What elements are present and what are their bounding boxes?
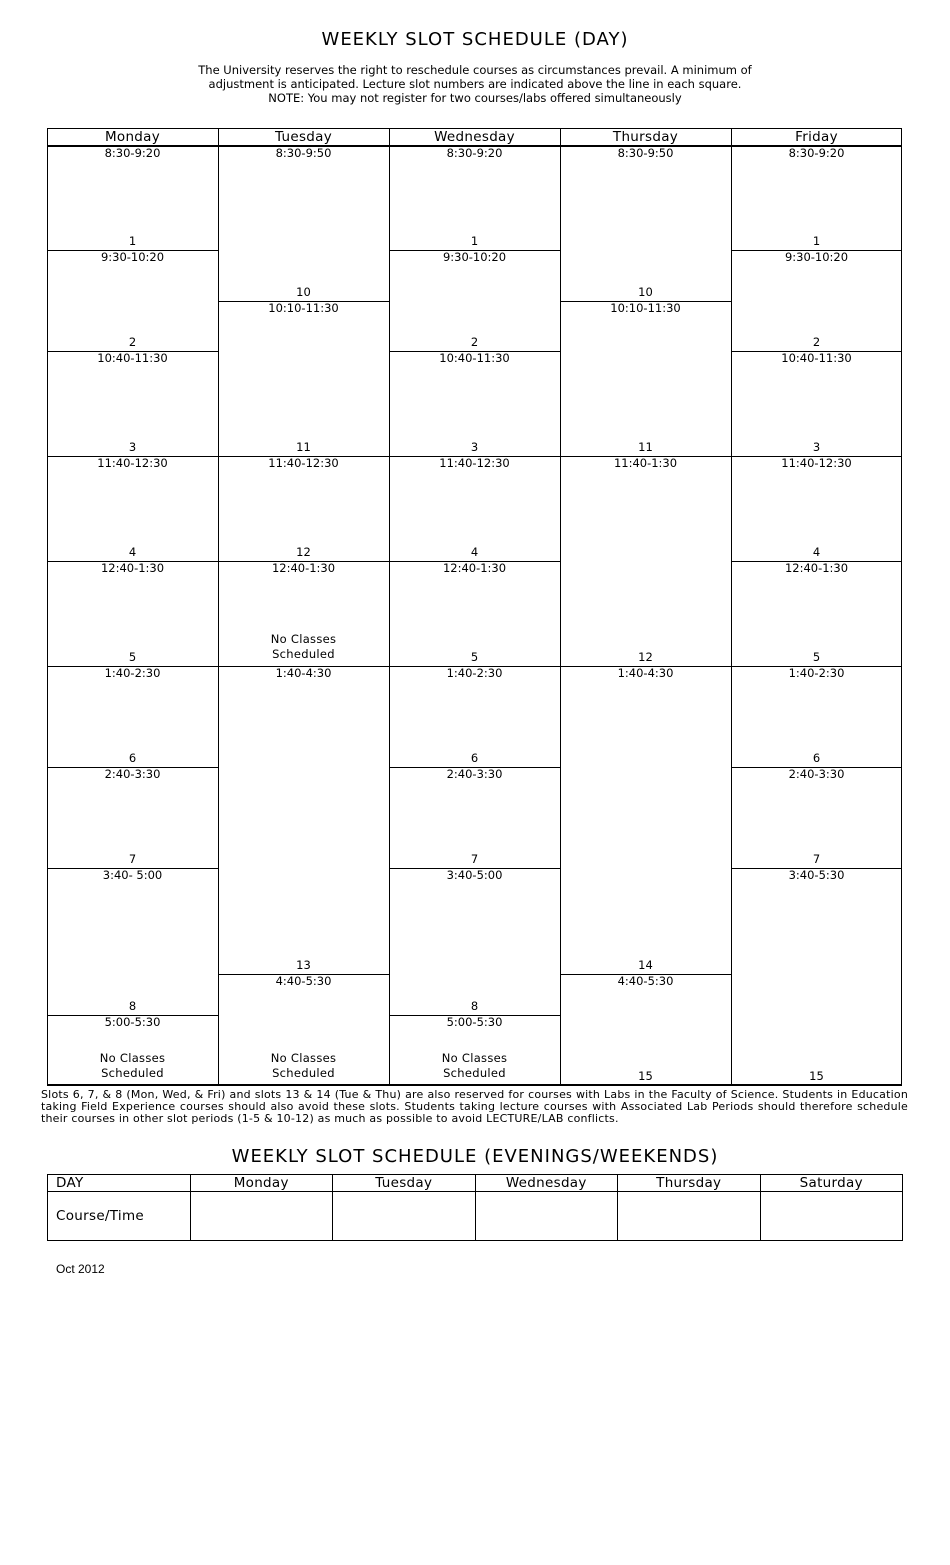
evening-header-thursday: Thursday [618, 1175, 761, 1192]
cell-time: 8:30-9:50 [617, 146, 674, 160]
schedule-cell[interactable] [218, 666, 389, 974]
evening-schedule-title: WEEKLY SLOT SCHEDULE (EVENINGS/WEEKENDS) [231, 1146, 719, 1167]
cell-time: 11:40-12:30 [439, 456, 510, 470]
cell-time: 10:40-11:30 [439, 351, 510, 365]
cell-slot-number: 7 [128, 852, 137, 866]
cell-slot-number: 4 [470, 545, 479, 559]
cell-time: 11:40-12:30 [781, 456, 852, 470]
cell-time: 9:30-10:20 [442, 250, 507, 264]
schedule-cell[interactable] [47, 666, 218, 767]
cell-slot-number: 6 [812, 751, 821, 765]
cell-slot-number: 1 [128, 234, 137, 248]
cell-time: 8:30-9:20 [446, 146, 503, 160]
cell-slot-number: 13 [296, 958, 311, 972]
cell-slot-number: 10 [638, 285, 653, 299]
cell-note-line-2: Scheduled [443, 1066, 506, 1080]
schedule-cell[interactable] [47, 1015, 218, 1085]
cell-slot-number: 2 [470, 335, 479, 349]
cell-time: 3:40-5:00 [446, 868, 503, 882]
cell-slot-number: 8 [470, 999, 479, 1013]
cell-note-line-1: No Classes [99, 1051, 166, 1065]
cell-slot-number: 7 [470, 852, 479, 866]
cell-slot-number: 11 [638, 440, 653, 454]
cell-slot-number: 3 [470, 440, 479, 454]
schedule-cell[interactable] [218, 301, 389, 456]
schedule-cell[interactable] [389, 666, 560, 767]
cell-time: 4:40-5:30 [275, 974, 332, 988]
schedule-cell[interactable] [560, 301, 731, 456]
evening-header-wednesday: Wednesday [475, 1175, 618, 1192]
cell-slot-number: 10 [296, 285, 311, 299]
schedule-cell[interactable] [47, 868, 218, 1015]
cell-slot-number: 3 [812, 440, 821, 454]
evening-header-tuesday: Tuesday [333, 1175, 476, 1192]
cell-slot-number: 12 [296, 545, 311, 559]
schedule-cell[interactable] [47, 146, 218, 250]
schedule-cell[interactable] [389, 561, 560, 666]
cell-time: 10:10-11:30 [268, 301, 339, 315]
cell-slot-number: 3 [128, 440, 137, 454]
cell-note-line-2: Scheduled [101, 1066, 164, 1080]
revision-date: Oct 2012 [56, 1262, 105, 1276]
cell-time: 8:30-9:50 [275, 146, 332, 160]
evening-row-label: Course/Time [48, 1192, 191, 1241]
cell-slot-number: 2 [812, 335, 821, 349]
cell-slot-number: 8 [128, 999, 137, 1013]
cell-time: 3:40- 5:00 [102, 868, 163, 882]
evening-header-saturday: Saturday [760, 1175, 903, 1192]
cell-time: 1:40-4:30 [275, 666, 332, 680]
cell-time: 10:10-11:30 [610, 301, 681, 315]
evening-schedule-table [47, 1174, 903, 1241]
cell-slot-number: 14 [638, 958, 653, 972]
schedule-cell[interactable] [731, 767, 902, 868]
cell-slot-number: 5 [812, 650, 821, 664]
cell-time: 1:40-2:30 [446, 666, 503, 680]
schedule-cell[interactable] [218, 146, 389, 301]
day-header-tuesday: Tuesday [274, 129, 333, 145]
intro-line-1: The University reserves the right to reschedule courses as circumstances prevail. A minimum of [198, 63, 752, 77]
page-title: WEEKLY SLOT SCHEDULE (DAY) [321, 29, 629, 50]
cell-time: 10:40-11:30 [781, 351, 852, 365]
cell-time: 2:40-3:30 [446, 767, 503, 781]
schedule-cell[interactable] [47, 767, 218, 868]
evening-cell-tuesday[interactable] [333, 1192, 476, 1241]
schedule-cell[interactable] [560, 146, 731, 301]
cell-time: 12:40-1:30 [784, 561, 849, 575]
cell-note-line-2: Scheduled [272, 647, 335, 661]
cell-slot-number: 15 [638, 1069, 653, 1083]
cell-time: 5:00-5:30 [104, 1015, 161, 1029]
schedule-cell[interactable] [731, 250, 902, 351]
day-schedule-grid [47, 128, 902, 1086]
cell-time: 2:40-3:30 [104, 767, 161, 781]
cell-time: 8:30-9:20 [104, 146, 161, 160]
cell-time: 11:40-12:30 [268, 456, 339, 470]
evening-cell-thursday[interactable] [618, 1192, 761, 1241]
schedule-cell[interactable] [389, 351, 560, 456]
cell-time: 8:30-9:20 [788, 146, 845, 160]
cell-slot-number: 12 [638, 650, 653, 664]
cell-slot-number: 5 [470, 650, 479, 664]
schedule-cell[interactable] [218, 561, 389, 666]
cell-slot-number: 1 [470, 234, 479, 248]
cell-note-line-1: No Classes [270, 1051, 337, 1065]
cell-slot-number: 6 [128, 751, 137, 765]
cell-time: 12:40-1:30 [100, 561, 165, 575]
intro-line-3: NOTE: You may not register for two courses/labs offered simultaneously [268, 91, 682, 105]
cell-slot-number: 2 [128, 335, 137, 349]
schedule-cell[interactable] [218, 974, 389, 1085]
cell-time: 5:00-5:30 [446, 1015, 503, 1029]
day-header-monday: Monday [104, 129, 161, 145]
schedule-cell[interactable] [731, 146, 902, 250]
evening-course-row [48, 1192, 903, 1241]
cell-slot-number: 1 [812, 234, 821, 248]
schedule-cell[interactable] [560, 666, 731, 974]
schedule-cell[interactable] [389, 456, 560, 561]
evening-cell-saturday[interactable] [760, 1192, 903, 1241]
cell-time: 10:40-11:30 [97, 351, 168, 365]
cell-time: 1:40-2:30 [104, 666, 161, 680]
cell-time: 1:40-2:30 [788, 666, 845, 680]
cell-slot-number: 6 [470, 751, 479, 765]
cell-note-line-1: No Classes [270, 632, 337, 646]
cell-time: 9:30-10:20 [100, 250, 165, 264]
schedule-cell[interactable] [560, 456, 731, 666]
evening-header-day: DAY [48, 1175, 191, 1192]
cell-time: 9:30-10:20 [784, 250, 849, 264]
schedule-cell[interactable] [389, 767, 560, 868]
lab-slots-footnote: Slots 6, 7, & 8 (Mon, Wed, & Fri) and slots 13 & 14 (Tue & Thu) are also reserved for courses with Labs in the Faculty of Science. Students in Education taking Field Experience courses should also avoid these slots. Students taking lecture courses with Associated Lab Periods should therefore schedule their courses in other slot periods (1-5 & 10-12) as much as possible to avoid LECTURE/LAB conflicts. [41, 1088, 908, 1125]
cell-time: 11:40-12:30 [97, 456, 168, 470]
cell-time: 2:40-3:30 [788, 767, 845, 781]
schedule-cell[interactable] [560, 974, 731, 1085]
intro-line-2: adjustment is anticipated. Lecture slot numbers are indicated above the line in each square. [208, 77, 742, 91]
schedule-cell[interactable] [731, 351, 902, 456]
evening-cell-monday[interactable] [190, 1192, 333, 1241]
schedule-cell[interactable] [731, 868, 902, 1085]
evening-cell-wednesday[interactable] [475, 1192, 618, 1241]
schedule-cell[interactable] [389, 146, 560, 250]
schedule-cell[interactable] [389, 250, 560, 351]
evening-header-monday: Monday [190, 1175, 333, 1192]
cell-time: 12:40-1:30 [271, 561, 336, 575]
schedule-cell[interactable] [47, 561, 218, 666]
day-header-thursday: Thursday [612, 129, 679, 145]
cell-slot-number: 5 [128, 650, 137, 664]
cell-note-line-2: Scheduled [272, 1066, 335, 1080]
schedule-cell[interactable] [47, 250, 218, 351]
cell-time: 12:40-1:30 [442, 561, 507, 575]
cell-slot-number: 15 [809, 1069, 824, 1083]
schedule-cell[interactable] [389, 868, 560, 1015]
evening-header-row [48, 1175, 903, 1192]
cell-time: 11:40-1:30 [613, 456, 678, 470]
schedule-cell[interactable] [218, 456, 389, 561]
schedule-cell[interactable] [731, 561, 902, 666]
cell-time: 3:40-5:30 [788, 868, 845, 882]
schedule-cell[interactable] [47, 351, 218, 456]
cell-slot-number: 11 [296, 440, 311, 454]
schedule-cell[interactable] [389, 1015, 560, 1085]
cell-slot-number: 4 [812, 545, 821, 559]
cell-time: 4:40-5:30 [617, 974, 674, 988]
day-header-wednesday: Wednesday [434, 129, 515, 145]
day-header-friday: Friday [795, 129, 838, 145]
schedule-cell[interactable] [47, 456, 218, 561]
cell-slot-number: 7 [812, 852, 821, 866]
cell-slot-number: 4 [128, 545, 137, 559]
schedule-cell[interactable] [731, 666, 902, 767]
cell-note-line-1: No Classes [441, 1051, 508, 1065]
cell-time: 1:40-4:30 [617, 666, 674, 680]
schedule-cell[interactable] [731, 456, 902, 561]
intro-text [150, 63, 800, 105]
